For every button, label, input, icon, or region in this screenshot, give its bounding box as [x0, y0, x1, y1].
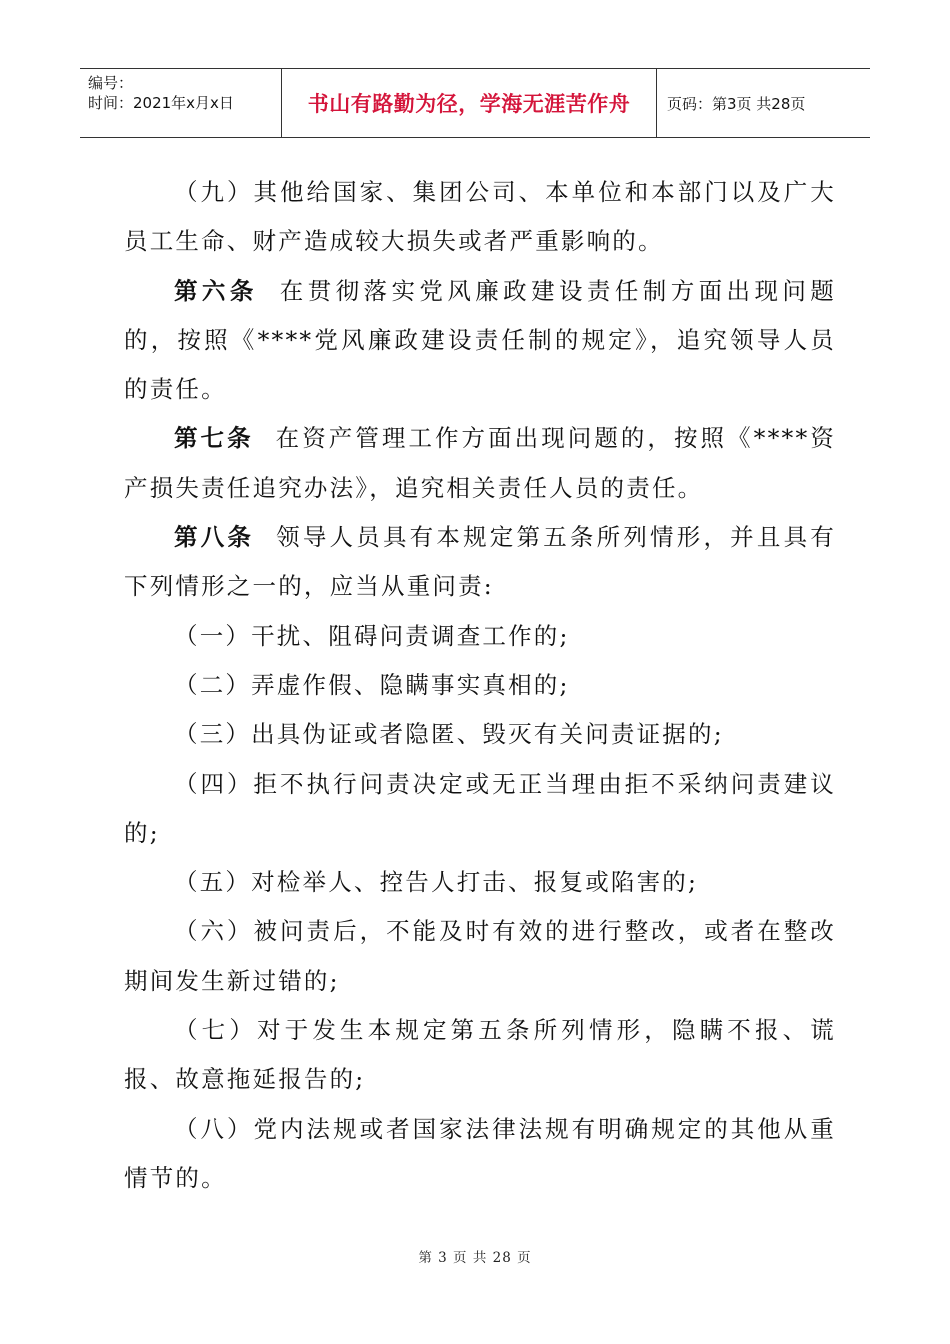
article-heading: 第七条 [174, 424, 254, 453]
list-item [124, 1105, 836, 1204]
paragraph-text: （六）被问责后，不能及时有效的进行整改，或者在整改期间发生新过错的; [124, 917, 836, 995]
list-item [124, 612, 836, 661]
header-motto-cell [282, 69, 656, 137]
paragraph-text: （四）拒不执行问责决定或无正当理由拒不采纳问责建议的; [124, 769, 836, 847]
paragraph-text: （五）对检举人、控告人打击、报复或陷害的; [174, 868, 699, 897]
list-item [124, 907, 836, 1006]
paragraph [124, 168, 836, 267]
list-item [124, 858, 836, 907]
article-paragraph [124, 414, 836, 513]
header-meta [80, 69, 281, 137]
number-label: 编号： [88, 74, 134, 92]
time-label: 时间：2021年x月x日 [88, 94, 234, 112]
header-page-info: 页码：第3页 共28页 [667, 94, 806, 113]
paragraph-text: （八）党内法规或者国家法律法规有明确规定的其他从重情节的。 [124, 1114, 836, 1192]
paragraph-text: （二）弄虚作假、隐瞒事实真相的; [174, 670, 570, 699]
paragraph-text: （七）对于发生本规定第五条所列情形，隐瞒不报、谎报、故意拖延报告的; [124, 1016, 836, 1094]
list-item [124, 760, 836, 859]
header-motto: 书山有路勤为径，学海无涯苦作舟 [307, 92, 631, 116]
article-heading: 第六条 [174, 276, 258, 305]
paragraph-text: 领导人员具有本规定第五条所列情形，并且具有下列情形之一的，应当从重问责: [124, 523, 836, 601]
list-item [124, 1006, 836, 1105]
list-item [124, 710, 836, 759]
article-paragraph [124, 513, 836, 612]
page-footer: 第 3 页 共 28 页 [418, 1250, 532, 1266]
paragraph-text: （三）出具伪证或者隐匿、毁灭有关问责证据的; [174, 720, 724, 749]
paragraph-text: 在资产管理工作方面出现问题的，按照《****资产损失责任追究办法》，追究相关责任人员的责任。 [124, 424, 836, 502]
paragraph-text: （九）其他给国家、集团公司、本单位和本部门以及广大员工生命、财产造成较大损失或者严重影响的。 [124, 178, 836, 256]
paragraph-text: 在贯彻落实党风廉政建设责任制方面出现问题的，按照《****党风廉政建设责任制的规定》，追究领导人员的责任。 [124, 276, 837, 404]
article-paragraph [124, 267, 836, 415]
paragraph-text: （一）干扰、阻碍问责调查工作的; [174, 621, 570, 650]
article-heading: 第八条 [174, 523, 255, 552]
document-body [124, 168, 836, 1203]
document-header [80, 68, 870, 138]
list-item [124, 661, 836, 710]
